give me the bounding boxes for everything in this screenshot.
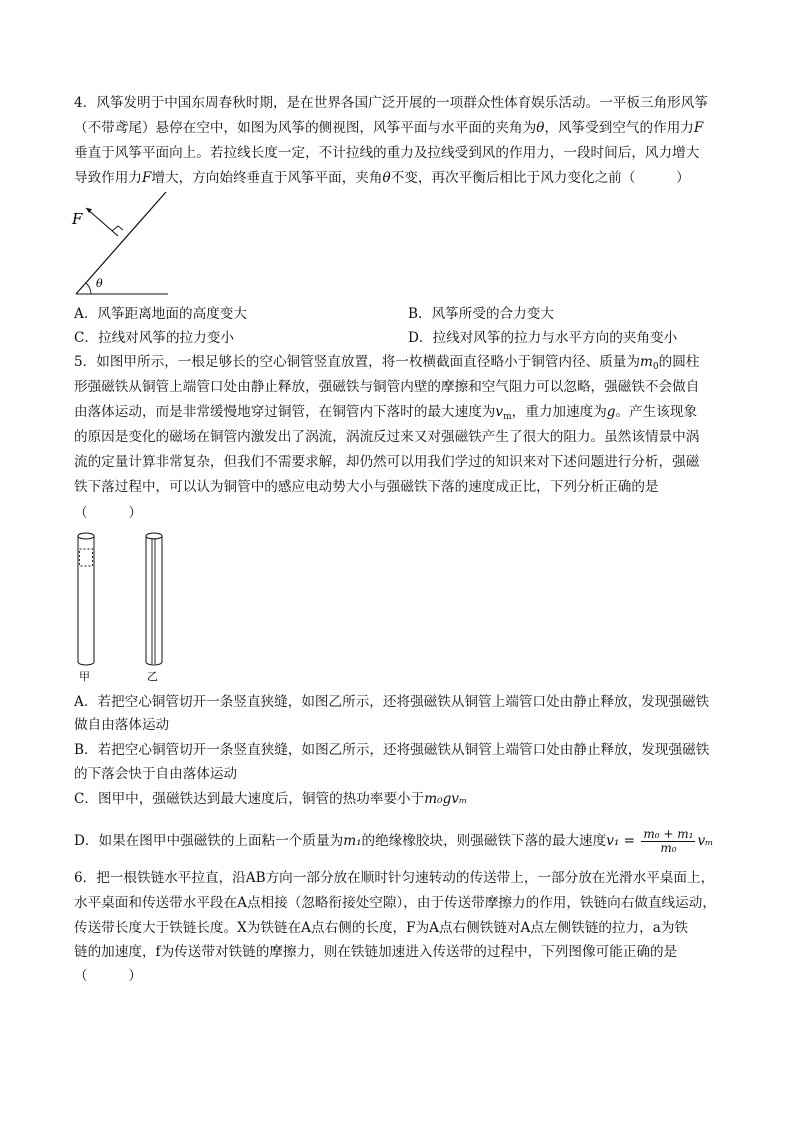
q4-option-d: D．拉线对风筝的拉力与水平方向的夹角变小: [408, 330, 678, 346]
label-yi: 乙: [147, 670, 158, 683]
q6-line-3: 传送带长度大于铁链长度。X为铁链在A点右侧的长度，F为A点右侧铁链对A点左侧铁链的拉力，a为铁: [74, 920, 689, 936]
label-jia: 甲: [79, 670, 90, 683]
q4-option-b: B．风筝所受的合力变大: [408, 306, 554, 322]
q5-line-1: 5．如图甲所示，一根足够长的空心铜管竖直放置，将一枚横截面直径略小于铜管内径、质量为$m_0$的圆柱: [74, 354, 700, 372]
q5-option-a-line-2: 做自由落体运动: [74, 717, 170, 733]
q6-line-1: 6．把一根铁链水平拉直，沿AB方向一部分放在顺时针匀速转动的传送带上，一部分放在光滑水平桌面上，: [74, 870, 715, 886]
q6-line-2: 水平桌面和传送带水平段在A点相接（忽略衔接处空隙），由于传送带摩擦力的作用，铁链向右做直线运动，: [74, 895, 716, 911]
q5-line-7: （ ）: [74, 505, 142, 521]
q5-line-2: 形强磁铁从铜管上端管口处由静止释放，强磁铁与铜管内壁的摩擦和空气阻力可以忽略，强磁铁不会做自: [74, 379, 700, 395]
q4-option-c: C．拉线对风筝的拉力变小: [74, 330, 234, 346]
q5-option-b-line-2: 的下落会快于自由落体运动: [74, 766, 238, 782]
q4-line-1: 4．风筝发明于中国东周春秋时期，是在世界各国广泛开展的一项群众性体育娱乐活动。一平板三角形风筝: [74, 95, 708, 111]
q5-option-a-line-1: A．若把空心铜管切开一条竖直狭缝，如图乙所示，还将强磁铁从铜管上端管口处由静止释放，发现强磁铁: [74, 694, 710, 710]
q4-option-a: A．风筝距离地面的高度变大: [74, 306, 247, 322]
label-theta: θ: [96, 277, 103, 290]
q4-line-3: 垂直于风筝平面向上。若拉线长度一定，不计拉线的重力及拉线受到风的作用力，一段时间后，风力增大: [74, 145, 700, 161]
label-F: F: [72, 210, 83, 228]
copper-tube-diagram: [68, 528, 178, 688]
q5-option-b-line-1: B．若把空心铜管切开一条竖直狭缝，如图乙所示，还将强磁铁从铜管上端管口处由静止释放，发现强磁铁: [74, 742, 710, 758]
tube-yi: [146, 533, 162, 665]
velocity-fraction: $\frac{\text{m₀ + m₁}}{\text{m₀}}$: [643, 827, 694, 855]
q4-line-2: （不带鸢尾）悬停在空中，如图为风筝的侧视图，风筝平面与水平面的夹角为θ，风筝受到空气的作用力F: [74, 120, 704, 136]
q5-line-4: 的原因是变化的磁场在铜管内激发出了涡流，涡流反过来又对强磁铁产生了很大的阻力。虽然该情景中涡: [74, 429, 700, 445]
q6-line-5: （ ）: [74, 968, 142, 984]
q5-option-d: D．如果在图甲中强磁铁的上面粘一个质量为m₁的绝缘橡胶块，则强磁铁下落的最大速度v₁ = $\frac{\text{m₀ + m₁}}{\text{m₀}}$ vₘ: [74, 827, 714, 855]
q5-line-6: 铁下落过程中，可以认为铜管中的感应电动势大小与强磁铁下落的速度成正比，下列分析正确的是: [74, 479, 659, 495]
right-angle-mark: [112, 226, 123, 231]
q5-line-5: 流的定量计算非常复杂，但我们不需要求解，却仍然可以用我们学过的知识来对下述问题进行分析，强磁: [74, 454, 700, 470]
kite-diagram: [68, 186, 178, 298]
q6-line-4: 链的加速度，f为传送带对铁链的摩擦力，则在铁链加速进入传送带的过程中，下列图像可能正确的是: [74, 944, 678, 960]
q5-line-3: 由落体运动，而是非常缓慢地穿过铜管，在铜管内下落时的最大速度为$v_m$，重力加速度为g。产生该现象: [74, 404, 698, 422]
tube-jia: [78, 533, 94, 665]
force-arrow: [86, 208, 118, 236]
magnet-dashed: [80, 549, 93, 566]
q5-option-c: C．图甲中，强磁铁达到最大速度后，铜管的热功率要小于m₀gvₘ: [74, 791, 468, 807]
q4-line-4: 导致作用力F增大，方向始终垂直于风筝平面，夹角θ不变，再次平衡后相比于风力变化之前（ ）: [74, 170, 690, 186]
